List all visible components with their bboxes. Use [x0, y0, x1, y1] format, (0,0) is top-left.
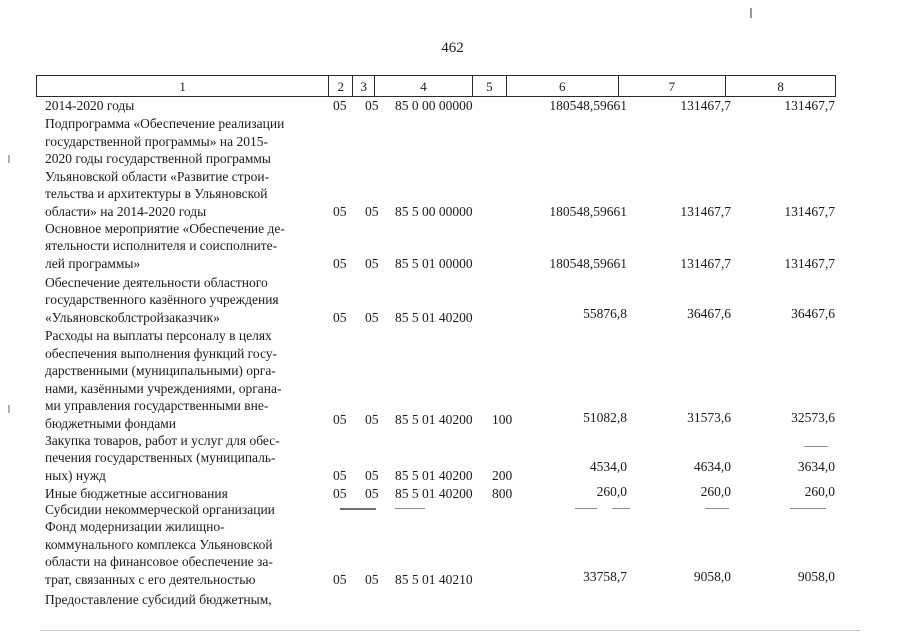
description-line: Субсидии некоммерческой организации [45, 501, 275, 517]
target-article-code: 85 5 01 40200 [395, 411, 473, 427]
row-description [45, 591, 323, 609]
amount-col-6: 180548,59661 [549, 255, 627, 271]
subsection-code: 05 [365, 255, 379, 271]
section-code: 05 [333, 97, 347, 113]
scan-artifact [705, 508, 729, 509]
amount-col-7: 260,0 [700, 483, 731, 499]
amount-col-7: 131467,7 [680, 97, 731, 113]
amount-col-7: 9058,0 [693, 568, 731, 584]
description-line: Предоставление субсидий бюджетным, [45, 591, 272, 607]
table-row [0, 220, 905, 272]
header-cell-1: 1 [37, 76, 329, 96]
table-row [0, 502, 905, 588]
section-code: 05 [333, 467, 347, 483]
amount-col-6: 4534,0 [589, 458, 627, 474]
description-line: Закупка товаров, работ и услуг для обес- [45, 432, 280, 448]
description-line: ми управления государственными вне- [45, 398, 269, 413]
target-article-code: 85 0 00 00000 [395, 97, 473, 113]
table-row [0, 588, 905, 608]
subsection-code: 05 [365, 467, 379, 483]
row-description [45, 115, 323, 220]
header-cell-2: 2 [329, 76, 353, 96]
scan-artifact [612, 508, 630, 509]
description-line: бюджетными фондами [45, 415, 176, 431]
scan-artifact [8, 405, 10, 413]
description-line: Основное мероприятие «Обеспечение де- [45, 220, 285, 236]
scan-artifact [395, 508, 425, 509]
scan-artifact [750, 8, 752, 18]
amount-col-6: 180548,59661 [549, 97, 627, 113]
scan-artifact [804, 446, 828, 447]
description-line: Ульяновской области «Развитие строи- [45, 168, 270, 184]
amount-col-7: 31573,6 [687, 409, 731, 425]
header-cell-7: 7 [619, 76, 727, 96]
row-description [45, 485, 323, 503]
scan-artifact [8, 155, 10, 163]
description-line: нами, казёнными учреждениями, органа- [45, 380, 282, 396]
amount-col-6: 51082,8 [583, 409, 627, 425]
amount-col-7: 36467,6 [687, 305, 731, 321]
expense-type-code: 800 [492, 485, 513, 501]
section-code: 05 [333, 203, 347, 219]
table-row [0, 326, 905, 432]
row-description [45, 432, 323, 485]
table-row [0, 96, 905, 114]
table-row [0, 272, 905, 326]
target-article-code: 85 5 01 40200 [395, 467, 473, 483]
amount-col-8: 32573,6 [791, 409, 835, 425]
amount-col-6: 260,0 [596, 483, 627, 499]
scan-artifact [40, 630, 860, 631]
amount-col-8: 9058,0 [797, 568, 835, 584]
table-header-row [36, 75, 836, 97]
description-line: Подпрограмма «Обеспечение реализации [45, 116, 285, 131]
description-line: печения государственных (муниципаль- [45, 450, 276, 465]
row-description [45, 501, 323, 589]
table-row [0, 432, 905, 484]
description-line: области» на 2014-2020 годы [45, 203, 207, 219]
section-code: 05 [333, 411, 347, 427]
header-cell-8: 8 [777, 79, 784, 94]
amount-col-6: 180548,59661 [549, 203, 627, 219]
description-line: тельства и архитектуры в Ульяновской [45, 186, 268, 201]
description-line: Обеспечение деятельности областного [45, 274, 268, 290]
amount-col-7: 131467,7 [680, 203, 731, 219]
target-article-code: 85 5 01 40200 [395, 485, 473, 501]
description-line: обеспечения выполнения функций госу- [45, 345, 278, 361]
page-number: 462 [441, 40, 464, 56]
amount-col-8: 3634,0 [797, 458, 835, 474]
description-line: Фонд модернизации жилищно- [45, 519, 225, 534]
header-cell-5: 5 [473, 76, 507, 96]
amount-col-8: 260,0 [804, 483, 835, 499]
section-code: 05 [333, 571, 347, 587]
subsection-code: 05 [365, 309, 379, 325]
row-description [45, 327, 323, 432]
description-line: 2014-2020 годы [45, 97, 135, 113]
amount-col-8: 131467,7 [784, 255, 835, 271]
description-line: ных) нужд [45, 467, 106, 483]
target-article-code: 85 5 00 00000 [395, 203, 473, 219]
description-line: государственной программы» на 2015- [45, 133, 268, 149]
amount-col-6: 55876,8 [583, 305, 627, 321]
subsection-code: 05 [365, 411, 379, 427]
scan-artifact [790, 508, 826, 509]
description-line: коммунального комплекса Ульяновской [45, 536, 273, 552]
description-line: дарственными (муниципальными) орга- [45, 363, 276, 378]
description-line: Расходы на выплаты персоналу в целях [45, 328, 272, 343]
description-line: ятельности исполнителя и соисполните- [45, 238, 278, 253]
subsection-code: 05 [365, 485, 379, 501]
amount-col-8: 131467,7 [784, 203, 835, 219]
header-cell-3: 3 [353, 76, 375, 96]
scan-artifact [575, 508, 597, 509]
subsection-code: 05 [365, 97, 379, 113]
amount-col-6: 33758,7 [583, 568, 627, 584]
amount-col-8: 36467,6 [791, 305, 835, 321]
header-cell-6: 6 [507, 76, 619, 96]
subsection-code: 05 [365, 203, 379, 219]
row-description [45, 274, 323, 327]
amount-col-7: 131467,7 [680, 255, 731, 271]
section-code: 05 [333, 309, 347, 325]
target-article-code: 85 5 01 00000 [395, 255, 473, 271]
description-line: лей программы» [45, 255, 141, 271]
subsection-code: 05 [365, 571, 379, 587]
description-line: «Ульяновскоблстройзаказчик» [45, 309, 220, 325]
row-description [45, 220, 323, 273]
description-line: трат, связанных с его деятельностью [45, 571, 256, 587]
section-code: 05 [333, 255, 347, 271]
description-line: Иные бюджетные ассигнования [45, 485, 228, 501]
table-row [0, 114, 905, 220]
description-line: 2020 годы государственной программы [45, 151, 271, 166]
section-code: 05 [333, 485, 347, 501]
row-description [45, 97, 323, 115]
expense-type-code: 200 [492, 467, 513, 483]
description-line: области на финансовое обеспечение за- [45, 554, 273, 569]
description-line: государственного казённого учреждения [45, 292, 279, 307]
target-article-code: 85 5 01 40210 [395, 571, 473, 587]
table-row [0, 484, 905, 502]
target-article-code: 85 5 01 40200 [395, 309, 473, 325]
header-cell-4: 4 [375, 76, 473, 96]
amount-col-7: 4634,0 [693, 458, 731, 474]
expense-type-code: 100 [492, 411, 513, 427]
amount-col-8: 131467,7 [784, 97, 835, 113]
scan-artifact [340, 508, 376, 510]
